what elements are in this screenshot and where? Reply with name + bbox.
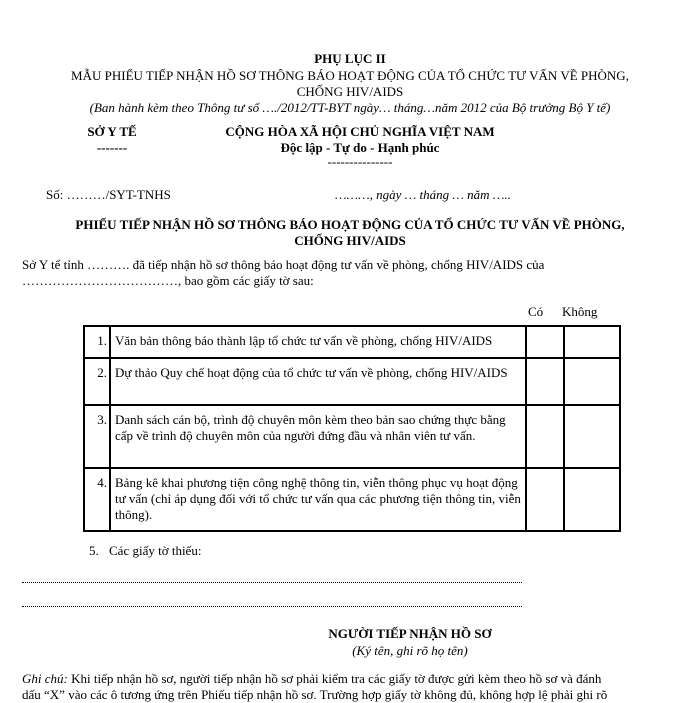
note-label: Ghi chú: <box>22 671 68 686</box>
item-text: Văn bản thông báo thành lập tổ chức tư vấn về phòng, chống HIV/AIDS <box>110 326 526 358</box>
item-number: 4. <box>84 468 110 531</box>
no-checkbox[interactable] <box>564 358 620 405</box>
item-text: Danh sách cán bộ, trình độ chuyên môn kèm theo bản sao chứng thực bằng cấp về trình độ chuyên môn của người đứng đầu và nhân viên tư vấn. <box>110 405 526 468</box>
no-checkbox[interactable] <box>564 326 620 358</box>
table-row <box>84 358 620 405</box>
appendix-title: PHỤ LỤC II <box>314 51 386 66</box>
table-row <box>84 326 620 358</box>
item-text: Dự thảo Quy chế hoạt động của tổ chức tư vấn về phòng, chống HIV/AIDS <box>110 358 526 405</box>
missing-label: Các giấy tờ thiếu: <box>109 543 202 558</box>
item-text: Bảng kê khai phương tiện công nghệ thông tin, viễn thông phục vụ hoạt động tư vấn (chỉ áp dụng đối với tổ chức tư vấn qua các phương tiện thông tin, viễn thông). <box>110 468 526 531</box>
table-row <box>84 405 620 468</box>
national-name: CỘNG HÒA XÃ HỘI CHỦ NGHĨA VIỆT NAM <box>225 124 495 139</box>
national-dashes: --------------- <box>327 154 393 169</box>
table-row <box>84 468 620 531</box>
note-line2: dấu “X” vào các ô tương ứng trên Phiếu tiếp nhận hồ sơ. Trường hợp giấy tờ không đủ, không hợp lệ phải ghi rõ <box>22 687 608 702</box>
note-line1 <box>22 671 601 687</box>
agency-dashes: ------- <box>96 140 128 155</box>
document-number: Số: ………/SYT-TNHS <box>46 187 171 202</box>
note-text-1: Khi tiếp nhận hồ sơ, người tiếp nhận hồ sơ phải kiểm tra các giấy tờ được gửi kèm theo hồ sơ và đánh <box>71 671 602 686</box>
missing-number: 5. <box>89 543 99 558</box>
missing-line-2[interactable] <box>22 606 522 607</box>
item-number: 2. <box>84 358 110 405</box>
column-no: Không <box>562 304 598 319</box>
no-checkbox[interactable] <box>564 468 620 531</box>
yes-checkbox[interactable] <box>526 405 564 468</box>
receipt-title-line1: PHIẾU TIẾP NHẬN HỒ SƠ THÔNG BÁO HOẠT ĐỘNG CỦA TỔ CHỨC TƯ VẤN VỀ PHÒNG, <box>75 217 625 232</box>
receiver-sign-note: (Ký tên, ghi rõ họ tên) <box>352 643 468 658</box>
column-yes: Có <box>528 304 544 319</box>
yes-checkbox[interactable] <box>526 358 564 405</box>
issued-note: (Ban hành kèm theo Thông tư số …./2012/TT-BYT ngày… tháng…năm 2012 của Bộ trưởng Bộ Y tế) <box>89 100 611 115</box>
yes-checkbox[interactable] <box>526 326 564 358</box>
national-motto: Độc lập - Tự do - Hạnh phúc <box>280 140 440 155</box>
item-number: 3. <box>84 405 110 468</box>
form-title-line1: MẪU PHIẾU TIẾP NHẬN HỒ SƠ THÔNG BÁO HOẠT ĐỘNG CỦA TỔ CHỨC TƯ VẤN VỀ PHÒNG, <box>71 68 629 83</box>
intro-line2: ………………………………, bao gồm các giấy tờ sau: <box>22 273 314 288</box>
item-number: 1. <box>84 326 110 358</box>
yes-checkbox[interactable] <box>526 468 564 531</box>
date-line: ………, ngày … tháng … năm ….. <box>335 187 511 202</box>
receiver-title: NGƯỜI TIẾP NHẬN HỒ SƠ <box>328 626 492 641</box>
checklist-table <box>83 325 621 532</box>
agency-name: SỞ Y TẾ <box>87 124 137 139</box>
intro-line1: Sở Y tế tỉnh ………. đã tiếp nhận hồ sơ thông báo hoạt động tư vấn về phòng, chống HIV/AIDS của <box>22 257 545 272</box>
receipt-title-line2: CHỐNG HIV/AIDS <box>294 233 406 248</box>
no-checkbox[interactable] <box>564 405 620 468</box>
form-title-line2: CHỐNG HIV/AIDS <box>296 84 404 99</box>
missing-line-1[interactable] <box>22 582 522 583</box>
